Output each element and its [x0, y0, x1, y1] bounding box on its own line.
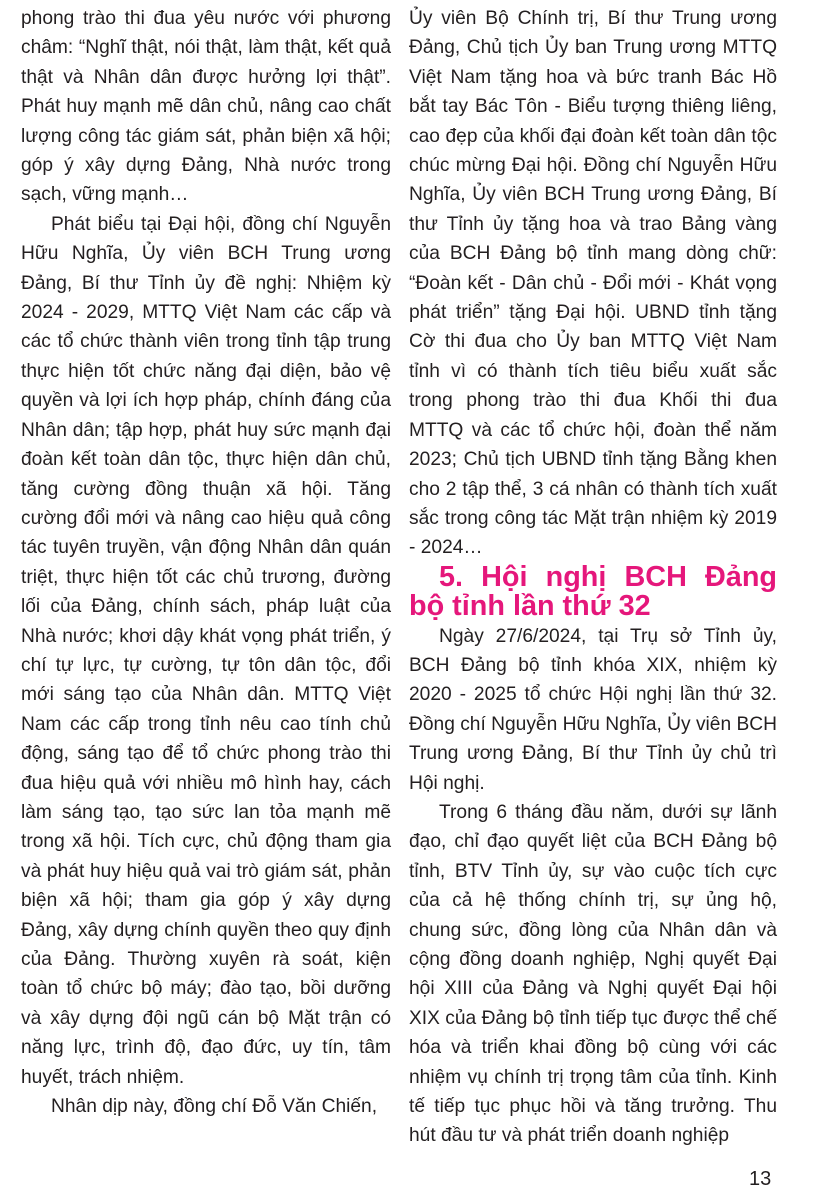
paragraph-occasion: Nhân dịp này, đồng chí Đỗ Văn Chiến,	[51, 1096, 378, 1118]
paragraph-speech: Phát biểu tại Đại hội, đồng chí Nguyễn Hữu Nghĩa, Ủy viên BCH Trung ương Đảng, Bí thư Tỉnh ủy đề nghị: Nhiệm kỳ 2024 - 2029, MTTQ Việt Nam các cấp và các tổ chức thành viên trong tỉnh tập trung thực hiện tốt chức năng đại diện, bảo vệ quyền và lợi ích hợp pháp, chính đáng của Nhân dân; tập hợp, phát huy sức mạnh đại đoàn kết toàn dân tộc, thực hiện dân chủ, tăng cường đồng thuận xã hội. Tăng cường đổi mới và nâng cao hiệu quả công tác tuyên truyền, vận động Nhân dân quán triệt, thực hiện tốt các chủ trương, đường lối của Đảng, chính sách, pháp luật của Nhà nước; khơi dậy khát vọng phát triển, ý chí tự lực, tự cường, tự tôn dân tộc, đổi mới sáng tạo của Nhân dân. MTTQ Việt Nam các cấp trong tỉnh nêu cao tính chủ động, sáng tạo để tổ chức phong trào thi đua hiệu quả với nhiều mô hình hay, cách làm sáng tạo, tạo sức lan tỏa mạnh mẽ trong xã hội. Tích cực, chủ động tham gia và phát huy hiệu quả vai trò giám sát, phản biện xã hội; tham gia góp ý xây dựng Đảng, xây dựng chính quyền theo quy định của Đảng. Thường xuyên rà soát, kiện toàn tổ chức bộ máy; đào tạo, bồi dưỡng và xây dựng đội ngũ cán bộ Mặt trận có năng lực, trình độ, đạo đức, uy tín, tâm huyết, trách nhiệm.	[21, 213, 391, 1088]
left-column	[21, 4, 391, 1121]
paragraph-conference: Ngày 27/6/2024, tại Trụ sở Tỉnh ủy, BCH Đảng bộ tỉnh khóa XIX, nhiệm kỳ 2020 - 2025 tổ chức Hội nghị lần thứ 32. Đồng chí Nguyễn Hữu Nghĩa, Ủy viên BCH Trung ương Đảng, Bí thư Tỉnh ủy chủ trì Hội nghị.	[409, 625, 777, 794]
right-column	[409, 4, 777, 1151]
section-heading: 5. Hội nghị BCH Đảng bộ tỉnh lần thứ 32	[409, 560, 777, 623]
page-number: 13	[749, 1168, 772, 1190]
paragraph-continuation: Ủy viên Bộ Chính trị, Bí thư Trung ương Đảng, Chủ tịch Ủy ban Trung ương MTTQ Việt Nam tặng hoa và bức tranh Bác Hồ bắt tay Bác Tôn - Biểu tượng thiêng liêng, cao đẹp của khối đại đoàn kết toàn dân tộc chúc mừng Đại hội. Đồng chí Nguyễn Hữu Nghĩa, Ủy viên BCH Trung ương Đảng, Bí thư Tỉnh ủy tặng hoa và trao Bảng vàng của BCH Đảng bộ tỉnh mang dòng chữ: “Đoàn kết - Dân chủ - Đổi mới - Khát vọng phát triển” tặng Đại hội. UBND tỉnh tặng Cờ thi đua cho Ủy ban MTTQ Việt Nam tỉnh vì có thành tích tiêu biểu xuất sắc trong phong trào thi đua Khối thi đua MTTQ và các tổ chức hội, đoàn thể năm 2023; Chủ tịch UBND tỉnh tặng Bằng khen cho 2 tập thể, 3 cá nhân có thành tích xuất sắc trong công tác Mặt trận nhiệm kỳ 2019 - 2024…	[409, 8, 777, 559]
paragraph-continued: phong trào thi đua yêu nước với phương châm: “Nghĩ thật, nói thật, làm thật, kết quả thật và Nhân dân được hưởng lợi thật”. Phát huy mạnh mẽ dân chủ, nâng cao chất lượng công tác giám sát, phản biện xã hội; góp ý xây dựng Đảng, Nhà nước trong sạch, vững mạnh…	[21, 8, 391, 206]
paragraph-results: Trong 6 tháng đầu năm, dưới sự lãnh đạo, chỉ đạo quyết liệt của BCH Đảng bộ tỉnh, BTV Tỉnh ủy, sự vào cuộc tích cực của cả hệ thống chính trị, sự ủng hộ, chung sức, đồng lòng của Nhân dân và cộng đồng doanh nghiệp, Nghị quyết Đại hội XIII của Đảng và Nghị quyết Đại hội XIX của Đảng bộ tỉnh tiếp tục được thể chế hóa và triển khai đồng bộ cùng với các nhiệm vụ chính trị trọng tâm của tỉnh. Kinh tế tiếp tục phục hồi và tăng trưởng. Thu hút đầu tư và phát triển doanh nghiệp	[409, 801, 777, 1147]
